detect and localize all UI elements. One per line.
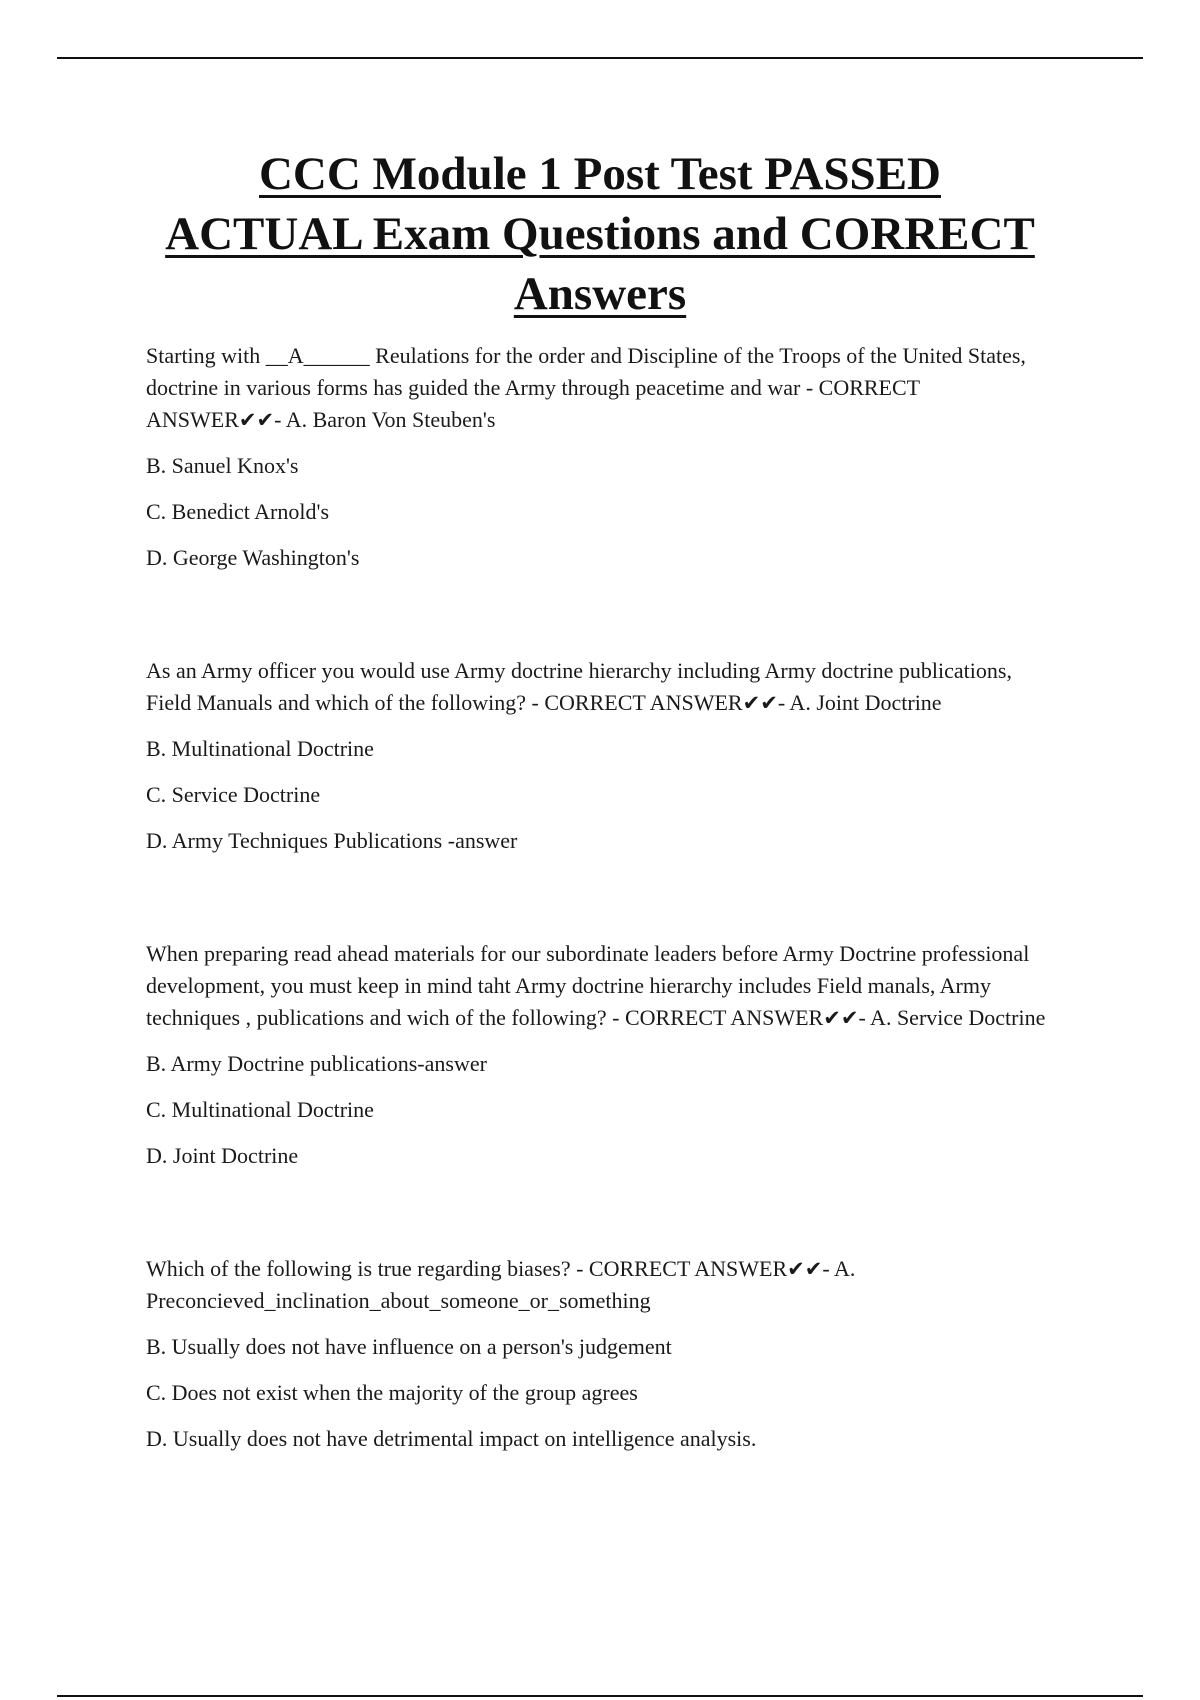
checkmark-icon: ✔✔	[787, 1257, 823, 1281]
title-line: ACTUAL Exam Questions and CORRECT	[165, 208, 1035, 260]
answer-option: C. Multinational Doctrine	[146, 1097, 374, 1122]
footer-rule	[57, 1695, 1143, 1697]
correct-answer: - A. Preconcieved_inclination_about_someone_or_something	[146, 1256, 856, 1313]
answer-option: D. Army Techniques Publications -answer	[146, 828, 518, 853]
question-text	[146, 938, 1056, 1034]
question-2	[146, 655, 1056, 857]
question-text	[146, 1253, 1056, 1317]
answer-option: B. Multinational Doctrine	[146, 736, 374, 761]
question-1	[146, 340, 1056, 574]
answer-option: B. Usually does not have influence on a person's judgement	[146, 1334, 672, 1359]
header-rule	[57, 57, 1143, 59]
question-list	[146, 340, 1056, 1455]
correct-answer: - A. Baron Von Steuben's	[274, 407, 496, 432]
answer-option: C. Does not exist when the majority of the group agrees	[146, 1380, 638, 1405]
answer-option: C. Service Doctrine	[146, 782, 321, 807]
title-line: CCC Module 1 Post Test PASSED	[258, 148, 941, 200]
correct-answer: - A. Joint Doctrine	[777, 690, 942, 715]
answer-option: D. Joint Doctrine	[146, 1143, 299, 1168]
question-stem: As an Army officer you would use Army doctrine hierarchy including Army doctrine publications, Field Manuals and which of the following? - CORRECT ANSWER	[146, 658, 1012, 715]
question-4	[146, 1253, 1056, 1455]
checkmark-icon: ✔✔	[823, 1006, 859, 1030]
question-text	[146, 655, 1056, 719]
answer-option: B. Army Doctrine publications-answer	[146, 1051, 487, 1076]
title-line: Answers	[513, 268, 687, 320]
question-stem: Which of the following is true regarding biases? - CORRECT ANSWER	[146, 1256, 788, 1281]
question-stem: Starting with __A______ Reulations for the order and Discipline of the Troops of the United States, doctrine in various forms has guided the Army through peacetime and war - CORRECT ANSWER	[146, 343, 1026, 432]
page-title	[100, 144, 1100, 324]
correct-answer: - A. Service Doctrine	[858, 1005, 1046, 1030]
question-3	[146, 938, 1056, 1172]
answer-option: D. George Washington's	[146, 545, 360, 570]
answer-option: D. Usually does not have detrimental impact on intelligence analysis.	[146, 1426, 757, 1451]
answer-option: B. Sanuel Knox's	[146, 453, 299, 478]
answer-option: C. Benedict Arnold's	[146, 499, 330, 524]
checkmark-icon: ✔✔	[238, 408, 275, 432]
question-stem: When preparing read ahead materials for our subordinate leaders before Army Doctrine professional development, you must keep in mind taht Army doctrine hierarchy includes Field manals, Army techniques , publications and wich of the following? - CORRECT ANSWER	[146, 941, 1030, 1030]
checkmark-icon: ✔✔	[742, 691, 778, 715]
question-text	[146, 340, 1056, 436]
